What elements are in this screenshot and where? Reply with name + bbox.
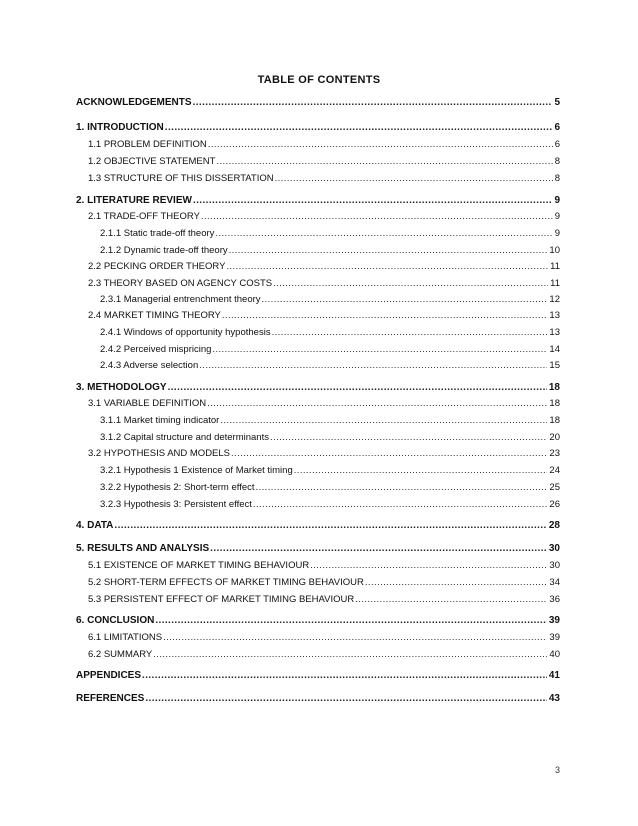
dot-leader (231, 447, 547, 461)
toc-entry-page: 8 (554, 173, 560, 184)
dot-leader (208, 138, 553, 152)
toc-entry-label: 3.2.2 Hypothesis 2: Short-term effect (100, 482, 255, 493)
toc-entry-label: 3.2.3 Hypothesis 3: Persistent effect (100, 499, 252, 510)
page-title: TABLE OF CONTENTS (257, 74, 381, 86)
toc-entry-market-timing-theory[interactable] (76, 309, 560, 323)
toc-entry-hypothesis-3[interactable] (76, 498, 560, 512)
toc-entry-capital-structure[interactable] (76, 431, 560, 445)
toc-entry-label: 5.1 EXISTENCE OF MARKET TIMING BEHAVIOUR (88, 560, 310, 571)
dot-leader (199, 359, 547, 373)
dot-leader (215, 227, 552, 241)
toc-entry-page: 43 (548, 693, 560, 704)
toc-entry-label: 2.2 PECKING ORDER THEORY (88, 261, 226, 272)
toc-entry-label: 3. METHODOLOGY (76, 382, 167, 393)
dot-leader (168, 381, 547, 395)
toc-entry-label: 2.4.3 Adverse selection (100, 360, 199, 371)
toc-entry-page: 30 (549, 560, 560, 571)
dot-leader (355, 593, 547, 607)
dot-leader (193, 194, 553, 208)
toc-entry-page: 6 (554, 139, 560, 150)
toc-entry-label: 6.1 LIMITATIONS (88, 632, 163, 643)
toc-entry-trade-off-theory[interactable] (76, 210, 560, 224)
toc-entry-page: 30 (548, 543, 560, 554)
toc-entry-page: 39 (548, 615, 560, 626)
toc-entry-page: 8 (554, 156, 560, 167)
dot-leader (294, 464, 548, 478)
toc-entry-page: 13 (549, 327, 560, 338)
dot-leader (210, 542, 547, 556)
dot-leader (201, 210, 553, 224)
dot-leader (365, 576, 548, 590)
dot-leader (163, 631, 547, 645)
toc-entry-hypothesis-1[interactable] (76, 464, 560, 478)
toc-entry-page: 24 (549, 465, 560, 476)
toc-entry-page: 25 (549, 482, 560, 493)
toc-entry-label: 2.4.1 Windows of opportunity hypothesis (100, 327, 271, 338)
toc-entry-page: 11 (550, 278, 560, 289)
dot-leader (270, 431, 547, 445)
toc-entry-label: 3.1.1 Market timing indicator (100, 415, 220, 426)
toc-entry-page: 28 (548, 520, 560, 531)
toc-entry-methodology[interactable] (76, 381, 560, 395)
toc-entry-page: 9 (554, 195, 560, 206)
toc-entry-label: 5.2 SHORT-TERM EFFECTS OF MARKET TIMING BEHAVIOUR (88, 577, 364, 588)
toc-entry-variable-definition[interactable] (76, 397, 560, 411)
toc-entry-page: 9 (554, 211, 560, 222)
toc-entry-label: 1.3 STRUCTURE OF THIS DISSERTATION (88, 173, 274, 184)
toc-entry-limitations[interactable] (76, 631, 560, 645)
dot-leader (153, 648, 547, 662)
toc-entry-short-term-effects[interactable] (76, 576, 560, 590)
toc-entry-appendices[interactable] (76, 669, 560, 683)
toc-entry-page: 18 (549, 415, 560, 426)
toc-entry-label: 2.3 THEORY BASED ON AGENCY COSTS (88, 278, 273, 289)
dot-leader (155, 614, 547, 628)
toc-entry-introduction[interactable] (76, 121, 560, 135)
toc-entry-market-timing-indicator[interactable] (76, 414, 560, 428)
toc-entry-page: 39 (549, 632, 560, 643)
toc-entry-label: APPENDICES (76, 670, 142, 681)
toc-entry-label: 2.3.1 Managerial entrenchment theory (100, 294, 261, 305)
dot-leader (207, 397, 547, 411)
dot-leader (273, 277, 548, 291)
toc-entry-results[interactable] (76, 542, 560, 556)
toc-entry-page: 6 (554, 122, 560, 133)
toc-entry-label: 3.2 HYPOTHESIS AND MODELS (88, 448, 231, 459)
toc-entry-page: 34 (549, 577, 560, 588)
toc-entry-page: 13 (549, 310, 560, 321)
toc-entry-page: 23 (549, 448, 560, 459)
toc-entry-label: 2. LITERATURE REVIEW (76, 195, 192, 206)
toc-entry-page: 14 (549, 344, 560, 355)
toc-entry-label: 2.1.1 Static trade-off theory (100, 228, 215, 239)
toc-entry-page: 40 (549, 649, 560, 660)
toc-entry-label: 6. CONCLUSION (76, 615, 155, 626)
toc-entry-adverse-selection[interactable] (76, 359, 560, 373)
toc-entry-page: 9 (554, 228, 560, 239)
toc-entry-page: 41 (548, 670, 560, 681)
toc-entry-pecking-order[interactable] (76, 260, 560, 274)
toc-entry-hypothesis-and-models[interactable] (76, 447, 560, 461)
toc-entry-persistent-effect[interactable] (76, 593, 560, 607)
toc-entry-page: 36 (549, 594, 560, 605)
toc-entry-page: 12 (549, 294, 560, 305)
toc-entry-page: 26 (549, 499, 560, 510)
dot-leader (275, 172, 553, 186)
toc-entry-objective-statement[interactable] (76, 155, 560, 169)
toc-entry-data[interactable] (76, 519, 560, 533)
dot-leader (262, 293, 548, 307)
toc-entry-agency-costs[interactable] (76, 277, 560, 291)
toc-entry-label: 3.1 VARIABLE DEFINITION (88, 398, 207, 409)
toc-entry-static-trade-off[interactable] (76, 227, 560, 241)
dot-leader (193, 96, 553, 110)
toc-entry-perceived-mispricing[interactable] (76, 343, 560, 357)
toc-entry-label: 5.3 PERSISTENT EFFECT OF MARKET TIMING BEHAVIOUR (88, 594, 355, 605)
dot-leader (165, 121, 553, 135)
toc-entry-label: 1.2 OBJECTIVE STATEMENT (88, 156, 216, 167)
toc-entry-existence-market-timing[interactable] (76, 559, 560, 573)
toc-entry-managerial-entrenchment[interactable] (76, 293, 560, 307)
toc-entry-page: 18 (548, 382, 560, 393)
toc-entry-page: 10 (549, 245, 560, 256)
dot-leader (220, 414, 547, 428)
dot-leader (142, 669, 547, 683)
toc-entry-page: 5 (554, 97, 560, 108)
toc-entry-label: 1.1 PROBLEM DEFINITION (88, 139, 207, 150)
toc-entry-problem-definition[interactable] (76, 138, 560, 152)
toc-entry-label: 6.2 SUMMARY (88, 649, 153, 660)
toc-entry-summary[interactable] (76, 648, 560, 662)
toc-entry-label: 3.2.1 Hypothesis 1 Existence of Market timing (100, 465, 293, 476)
toc-entry-references[interactable] (76, 692, 560, 706)
toc-entry-page: 20 (549, 432, 560, 443)
toc-entry-label: 1. INTRODUCTION (76, 122, 164, 133)
toc-entry-page: 15 (549, 360, 560, 371)
toc-entry-label: 4. DATA (76, 520, 114, 531)
dot-leader (145, 692, 547, 706)
toc-entry-label: 2.4 MARKET TIMING THEORY (88, 310, 221, 321)
toc-entry-page: 11 (550, 261, 560, 272)
toc-entry-conclusion[interactable] (76, 614, 560, 628)
toc-entry-hypothesis-2[interactable] (76, 481, 560, 495)
toc-entry-acknowledgements[interactable] (76, 96, 560, 110)
dot-leader (272, 326, 548, 340)
dot-leader (212, 343, 547, 357)
toc-entry-label: ACKNOWLEDGEMENTS (76, 97, 192, 108)
toc-entry-label: 3.1.2 Capital structure and determinants (100, 432, 269, 443)
dot-leader (229, 244, 548, 258)
toc-entry-label: 2.4.2 Perceived mispricing (100, 344, 212, 355)
toc-entry-literature-review[interactable] (76, 194, 560, 208)
toc-entry-page: 18 (549, 398, 560, 409)
dot-leader (114, 519, 546, 533)
toc-entry-dynamic-trade-off[interactable] (76, 244, 560, 258)
dot-leader (256, 481, 548, 495)
page-number: 3 (554, 765, 560, 775)
dot-leader (310, 559, 547, 573)
toc-entry-structure[interactable] (76, 172, 560, 186)
dot-leader (253, 498, 548, 512)
toc-entry-windows-of-opportunity[interactable] (76, 326, 560, 340)
toc-entry-label: 5. RESULTS AND ANALYSIS (76, 543, 210, 554)
dot-leader (216, 155, 552, 169)
toc-entry-label: REFERENCES (76, 693, 145, 704)
toc-entry-label: 2.1.2 Dynamic trade-off theory (100, 245, 228, 256)
toc-entry-label: 2.1 TRADE-OFF THEORY (88, 211, 200, 222)
dot-leader (226, 260, 548, 274)
dot-leader (222, 309, 548, 323)
